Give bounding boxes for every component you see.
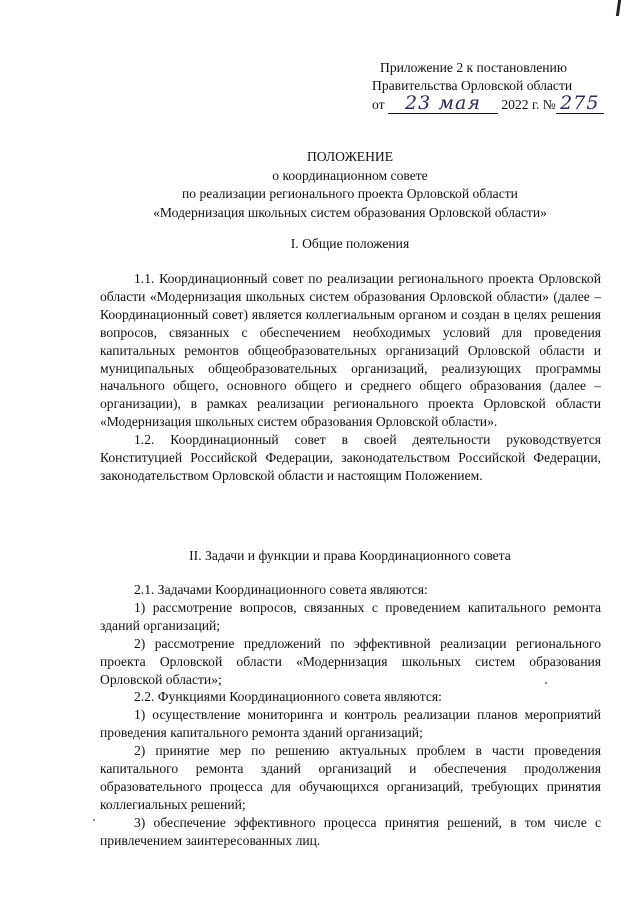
section-2-body [100,581,601,850]
document-title [100,148,600,222]
section-2-heading: II. Задачи и функции и права Координационного совета [189,548,511,563]
appendix-header [372,59,622,114]
paragraph-2-2-1: 1) осуществление мониторинга и контроль реализации планов мероприятий проведения капитального ремонта зданий организаций; [100,707,601,741]
paragraph-1-1: 1.1. Координационный совет по реализации регионального проекта Орловской области «Модернизация школьных систем образования Орловской области» (далее – Координационный совет) является коллегиальным органом и создан в целях решения вопросов, связанных с обеспечением необходимых условий для проведения капитальных ремонтов общеобразовательных организаций Орловской области и муниципальных общеобразовательных организаций, реализующих программы начального общего, основного общего и среднего общего образования (далее – организации), в рамках реализации регионального проекта Орловской области «Модернизация школьных систем образования Орловской области». [100,271,601,430]
title-main: ПОЛОЖЕНИЕ [306,149,394,164]
scan-speck [545,682,547,684]
paragraph-2-1-1: 1) рассмотрение вопросов, связанных с проведением капитального ремонта зданий организаций; [100,599,601,633]
number-field [556,92,604,114]
appendix-line-2: Правительства Орловской области [372,78,573,93]
paragraph-2-1: 2.1. Задачами Координационного совета являются: [134,582,428,597]
scan-speck [93,819,95,821]
appendix-date-line [372,92,622,114]
paragraph-2-2-2: 2) принятие мер по решению актуальных проблем в части проведения капитального ремонта зданий организаций и обеспечения продолжения образовательного процесса для обучающихся организаций, требующих принятия коллегиальных решений; [100,743,601,812]
paragraph-2-1-2: 2) рассмотрение предложений по эффективной реализации регионального проекта Орловской области «Модернизация школьных систем образования Орловской области»; [100,635,601,687]
paragraph-2-2-3: 3) обеспечение эффективного процесса принятия решений, в том числе с привлечением заинтересованных лиц. [100,814,601,848]
section-1-heading: I. Общие положения [290,236,410,251]
paragraph-1-2: 1.2. Координационный совет в своей деятельности руководствуется Конституцией Российской Федерации, законодательством Российской Федерации, законодательством Орловской области и настоящим Положением. [100,432,601,483]
handwritten-date: 23 мая [405,92,481,114]
title-line-2: о координационном совете [272,167,428,183]
date-field [388,92,498,114]
date-year: 2022 г. № [501,97,556,112]
scan-corner-mark [616,0,621,16]
date-prefix: от [372,97,385,112]
handwritten-number: 275 [560,92,600,114]
title-line-4: «Модернизация школьных систем образования Орловской области» [153,204,547,220]
section-1-body [100,270,601,485]
title-line-3: по реализации регионального проекта Орловской области [182,186,518,201]
paragraph-2-2: 2.2. Функциями Координационного совета являются: [134,689,442,705]
appendix-line-1: Приложение 2 к постановлению [380,60,567,75]
